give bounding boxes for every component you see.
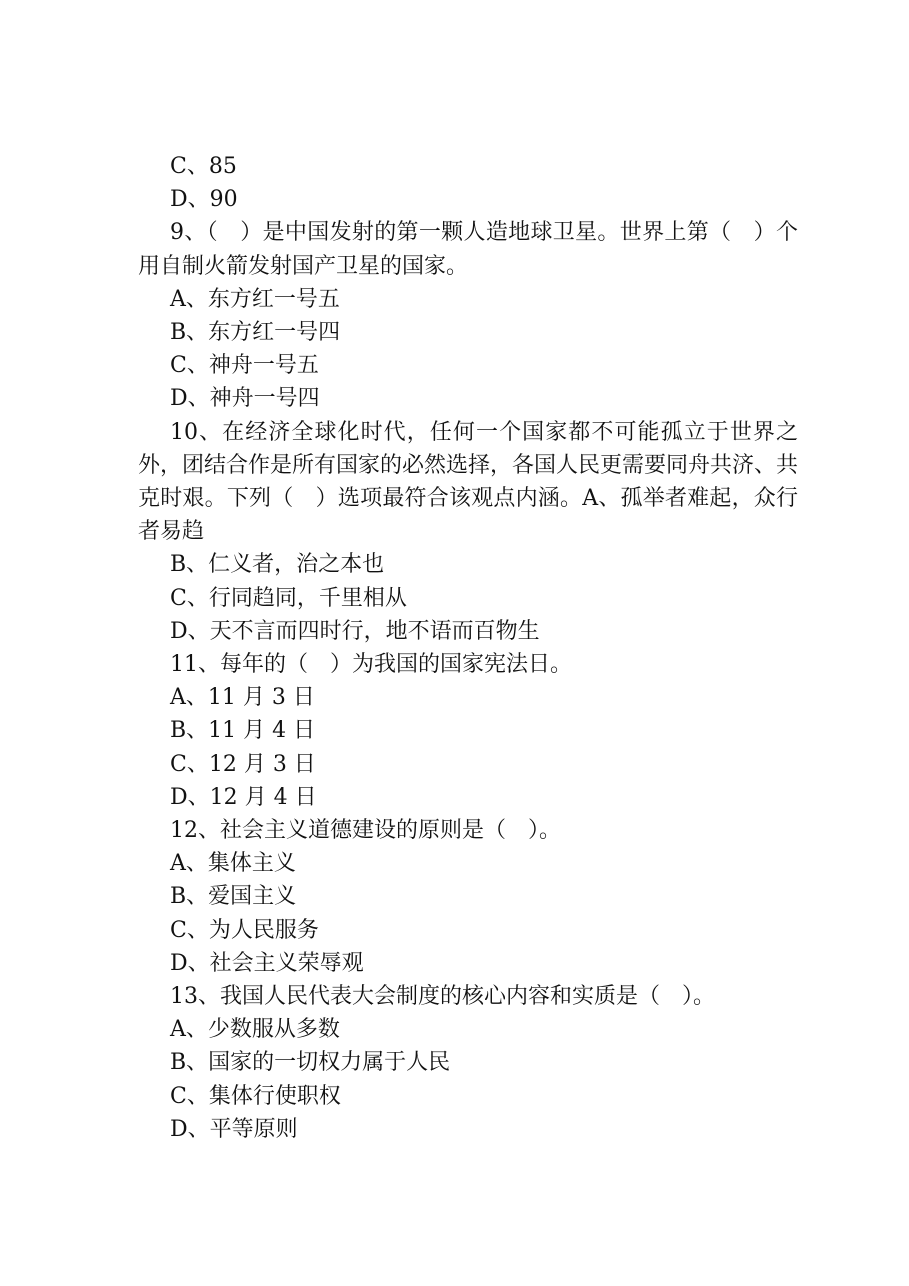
option-line: C、行同趋同，千里相从 [170, 585, 407, 611]
option-line: A、11 月 3 日 [170, 685, 315, 711]
question-9: 9、（ ）是中国发射的第一颗人造地球卫星。世界上第（ ）个用自制火箭发射国产卫星的国家。 [138, 220, 798, 279]
option-line: B、仁义者，治之本也 [170, 552, 385, 578]
question-13: 13、我国人民代表大会制度的核心内容和实质是（ ）。 [170, 984, 715, 1010]
option-line: C、85 [170, 154, 237, 179]
option-line: A、集体主义 [170, 851, 296, 877]
option-line: D、12 月 4 日 [170, 784, 317, 810]
option-line: B、国家的一切权力属于人民 [170, 1050, 451, 1076]
option-line: B、爱国主义 [170, 884, 297, 910]
question-10: 10、在经济全球化时代，任何一个国家都不可能孤立于世界之外，团结合作是所有国家的必然选择，各国人民更需要同舟共济、共克时艰。下列（ ）选项最符合该观点内涵。A、孤举者难起，众行者易趋 [138, 419, 799, 545]
document-page [138, 150, 798, 1146]
option-line: D、90 [170, 187, 238, 213]
option-line: B、11 月 4 日 [170, 718, 316, 744]
option-line: C、集体行使职权 [170, 1083, 341, 1109]
option-line: C、为人民服务 [170, 917, 319, 943]
option-line: D、天不言而四时行，地不语而百物生 [170, 618, 540, 644]
option-line: A、少数服从多数 [170, 1017, 340, 1043]
question-12: 12、社会主义道德建设的原则是（ ）。 [170, 818, 561, 844]
option-line: C、12 月 3 日 [170, 751, 316, 777]
option-line: C、神舟一号五 [170, 353, 319, 379]
question-11: 11、每年的（ ）为我国的国家宪法日。 [170, 652, 572, 678]
option-line: A、东方红一号五 [170, 286, 340, 312]
option-line: D、社会主义荣辱观 [170, 950, 364, 976]
option-line: B、东方红一号四 [170, 320, 341, 346]
option-line: D、平等原则 [170, 1116, 298, 1142]
option-line: D、神舟一号四 [170, 386, 320, 412]
